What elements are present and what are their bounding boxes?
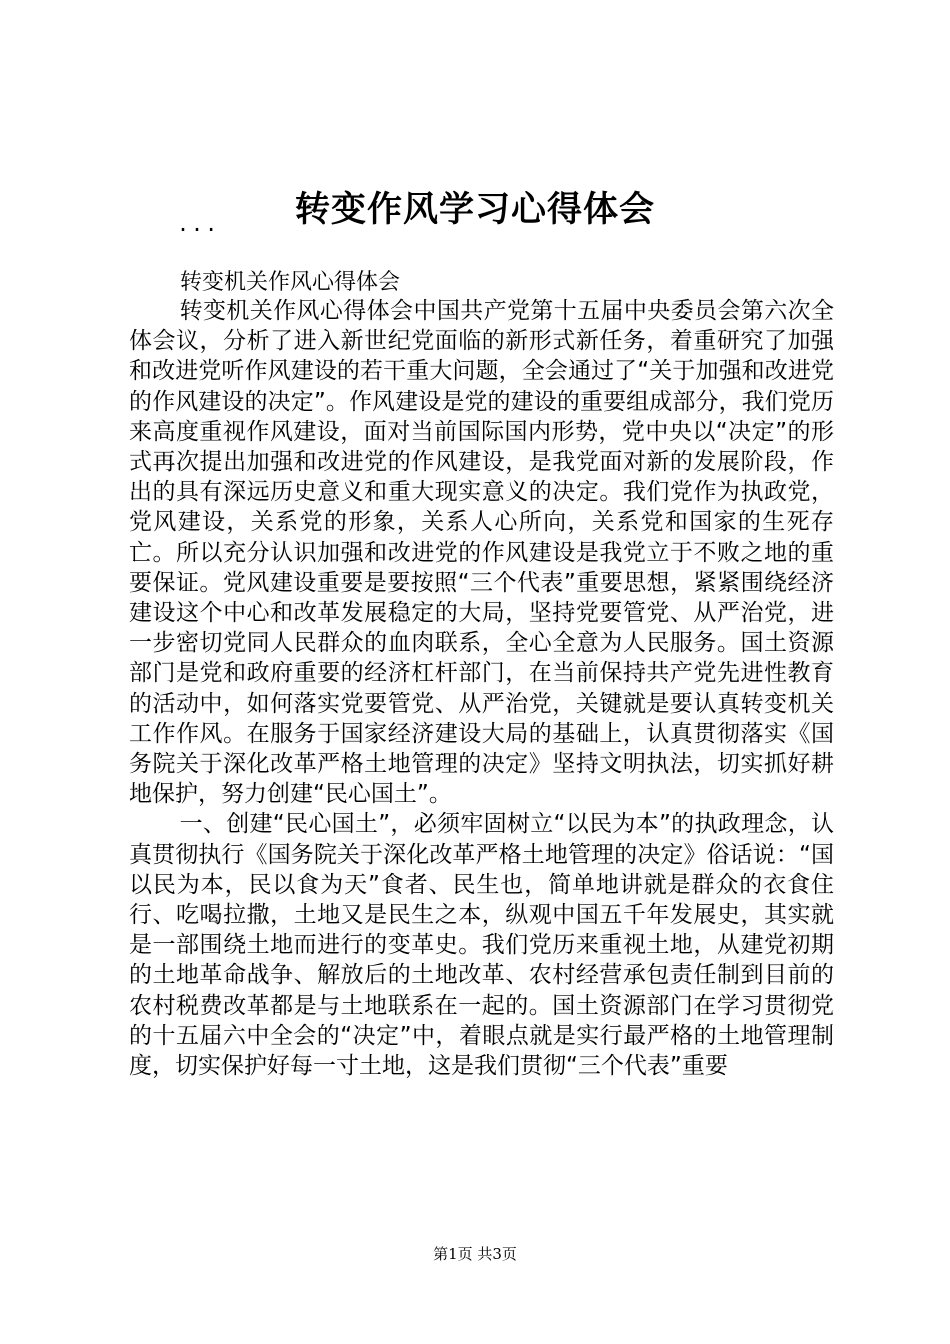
document-title: 转变作风学习心得体会 bbox=[294, 189, 655, 230]
page-number-footer: 第1页 共3页 bbox=[433, 1245, 517, 1263]
body-paragraph: 一、创建“民心国土”，必须牢固树立“以民为本”的执政理念，认真贯彻执行《国务院关于深化改革严格土地管理的决定》俗话说：“国以民为本，民以食为天”食者、民生也，简单地讲就是群众的衣食住行、吃喝拉撒，土地又是民生之本，纵观中国五千年发展史，其实就是一部围绕土地而进行的变革史。我们党历来重视土地，从建党初期的土地革命战争、解放后的土地改革、农村经营承包责任制到目前的农村税费改革都是与土地联系在一起的。国土资源部门在学习贯彻党的十五届六中全会的“决定”中，着眼点就是实行最严格的土地管理制度，切实保护好每一寸土地，这是我们贯彻“三个代表”重要 bbox=[129, 811, 834, 1080]
body-paragraph: 转变机关作风心得体会中国共产党第十五届中央委员会第六次全体会议，分析了进入新世纪党面临的新形式新任务，着重研究了加强和改进党听作风建设的若干重大问题，全会通过了“关于加强和改进党的作风建设的决定”。作风建设是党的建设的重要组成部分，我们党历来高度重视作风建设，面对当前国际国内形势，党中央以“决定”的形式再次提出加强和改进党的作风建设，是我党面对新的发展阶段，作出的具有深远历史意义和重大现实意义的决定。我们党作为执政党，党风建设，关系党的形象，关系人心所向，关系党和国家的生死存亡。所以充分认识加强和改进党的作风建设是我党立于不败之地的重要保证。党风建设重要是要按照“三个代表”重要思想，紧紧围绕经济建设这个中心和改革发展稳定的大局，坚持党要管党、从严治党，进一步密切党同人民群众的血肉联系，全心全意为人民服务。国土资源部门是党和政府重要的经济杠杆部门，在当前保持共产党先进性教育的活动中，如何落实党要管党、从严治党，关键就是要认真转变机关工作作风。在服务于国家经济建设大局的基础上，认真贯彻落实《国务院关于深化改革严格土地管理的决定》坚持文明执法，切实抓好耕地保护，努力创建“民心国土”。 bbox=[129, 298, 834, 808]
ellipsis-marker: ... bbox=[177, 212, 220, 236]
document-body bbox=[129, 296, 834, 1081]
document-subheading: 转变机关作风心得体会 bbox=[180, 270, 401, 295]
